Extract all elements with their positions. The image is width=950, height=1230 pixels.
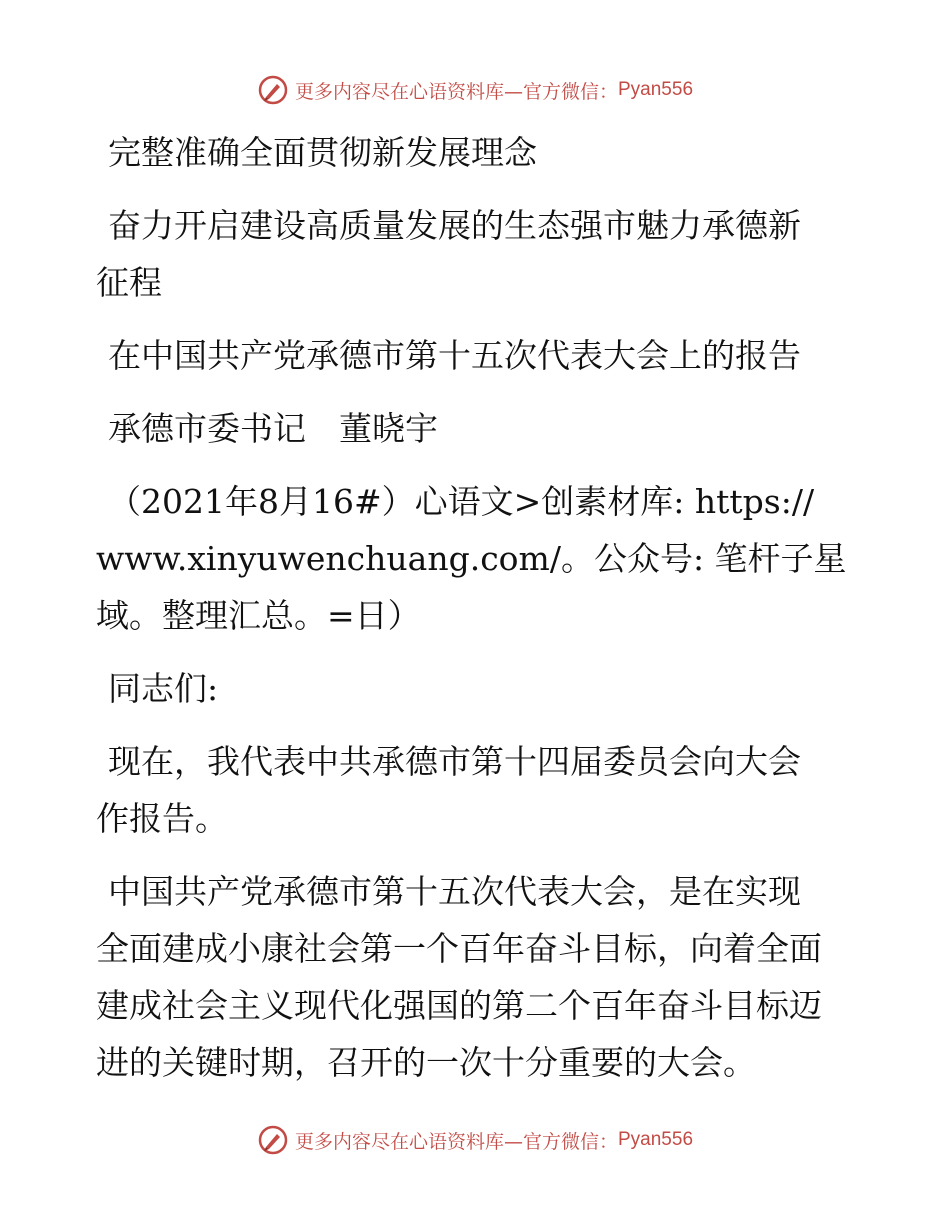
author-text: 承德市委书记 董晓宇: [108, 409, 438, 448]
date-note: [96, 473, 856, 644]
salutation: [96, 660, 856, 717]
title-line: 完整准确全面贯彻新发展理念: [108, 133, 537, 172]
paragraph-1: [96, 733, 856, 847]
paragraph-2: [96, 863, 856, 1091]
subtitle-line: 征程: [96, 263, 162, 302]
document-body: [96, 124, 856, 1107]
paragraph-line: 全面建成小康社会第一个百年奋斗目标，向着全面: [96, 929, 822, 968]
document-subtitle: [96, 197, 856, 311]
document-title: [96, 124, 856, 181]
paragraph-line: 作报告。: [96, 799, 228, 838]
paragraph-line: 中国共产党承德市第十五次代表大会，是在实现: [108, 872, 801, 911]
header-watermark-banner: [0, 70, 950, 110]
report-title-line: 在中国共产党承德市第十五次代表大会上的报告: [108, 336, 801, 375]
author-line: [96, 400, 856, 457]
pen-nib-logo-icon: [257, 74, 289, 106]
report-title: [96, 327, 856, 384]
subtitle-line: 奋力开启建设高质量发展的生态强市魅力承德新: [108, 206, 801, 245]
date-note-line: www.xinyuwenchuang.com/。公众号: 笔杆子星: [96, 539, 847, 578]
banner-text: 更多内容尽在心语资料库—官方微信：: [294, 80, 618, 103]
paragraph-line: 建成社会主义现代化强国的第二个百年奋斗目标迈: [96, 986, 822, 1025]
date-note-line: （2021年8月16#）心语文>创素材库: https://: [108, 482, 815, 521]
salutation-line: 同志们:: [108, 669, 219, 708]
paragraph-line: 现在，我代表中共承德市第十四届委员会向大会: [108, 742, 801, 781]
paragraph-line: 进的关键时期，召开的一次十分重要的大会。: [96, 1043, 756, 1082]
banner-wechat-id: Pyan556: [618, 79, 694, 100]
banner-text: 更多内容尽在心语资料库—官方微信：: [294, 1130, 618, 1153]
banner-wechat-id: Pyan556: [618, 1129, 694, 1150]
footer-watermark-banner: [0, 1120, 950, 1160]
pen-nib-logo-icon: [257, 1124, 289, 1156]
date-note-line: 域。整理汇总。=日）: [96, 596, 421, 635]
